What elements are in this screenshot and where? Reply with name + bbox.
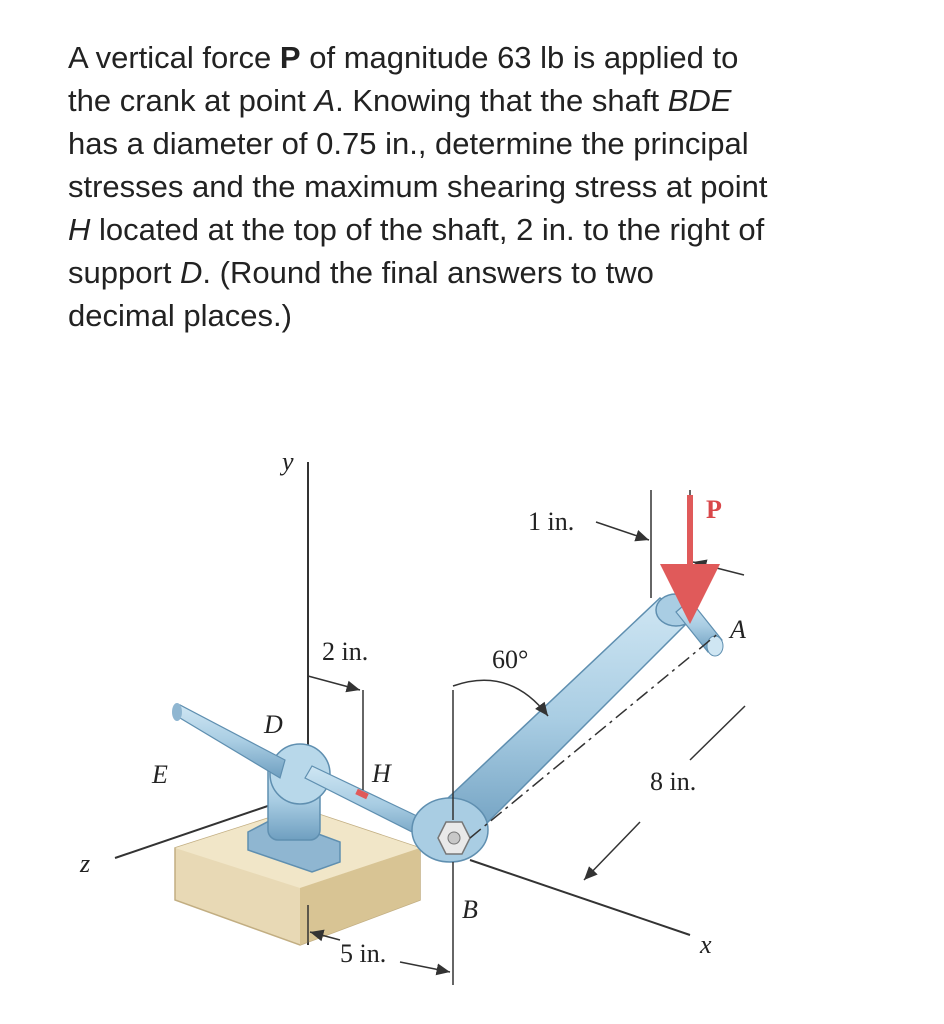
dim-1in-arrow-left	[596, 522, 649, 540]
point-e-label: E	[152, 760, 168, 789]
dim-5in-arrow-right	[400, 962, 450, 972]
text-run: located at the top of the shaft, 2 in. to the right of support	[68, 212, 765, 290]
dim-8in-extension	[690, 706, 745, 760]
dim-8in-label: 8 in.	[650, 767, 697, 796]
text-run: . Knowing that the shaft	[335, 83, 668, 118]
shaft-ref: BDE	[667, 83, 732, 118]
z-axis-label: z	[80, 849, 91, 878]
point-h-ref: H	[68, 212, 91, 247]
text-run: A vertical force	[68, 40, 280, 75]
force-symbol: P	[279, 40, 301, 75]
dim-2in-arrow	[308, 676, 360, 690]
text-run: . (Round the final answers to two decimal places.)	[68, 255, 654, 333]
x-axis-line	[470, 860, 690, 935]
y-axis-label: y	[282, 447, 294, 476]
force-p-label: P	[706, 495, 722, 524]
text-run: of magnitude 63 lb is applied to the crank at point	[68, 40, 739, 118]
dim-8in-arrow	[584, 822, 640, 880]
crank-arm	[412, 594, 723, 862]
point-d-ref: D	[180, 255, 203, 290]
x-axis-label: x	[700, 930, 712, 959]
angle-60-label: 60°	[492, 645, 529, 674]
dim-1in-arrow-right	[693, 562, 744, 575]
dim-5in-label: 5 in.	[340, 939, 387, 968]
angle-arc	[453, 680, 548, 716]
point-a-ref: A	[314, 83, 336, 118]
dim-2in-label: 2 in.	[322, 637, 369, 666]
point-h-label: H	[372, 759, 391, 788]
dim-1in-label: 1 in.	[528, 507, 575, 536]
point-b-label: B	[462, 895, 478, 924]
text-run: has a diameter of 0.75 in., determine the principal stresses and the maximum shearing stress at point	[68, 126, 768, 204]
point-d-label: D	[264, 710, 283, 739]
point-a-label: A	[730, 615, 746, 644]
